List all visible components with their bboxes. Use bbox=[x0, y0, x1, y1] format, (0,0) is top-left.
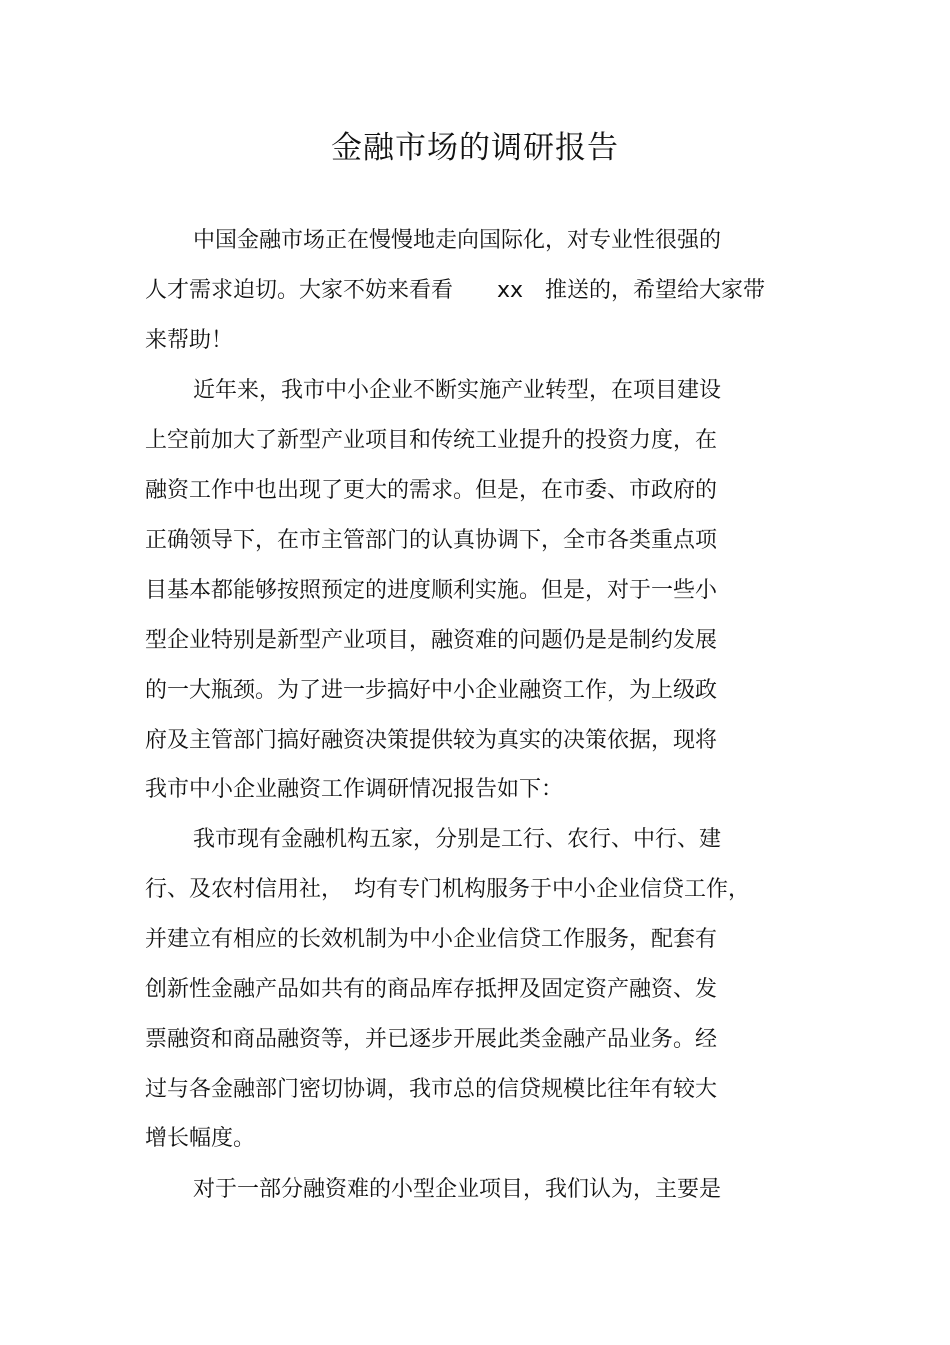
paragraph-line: 过与各金融部门密切协调，我市总的信贷规模比往年有较大 bbox=[145, 1077, 718, 1102]
paragraph-line: 创新性金融产品如共有的商品库存抵押及固定资产融资、发 bbox=[145, 977, 718, 1002]
paragraph-line: 行、及农村信用社， 均有专门机构服务于中小企业信贷工作， bbox=[145, 877, 751, 902]
paragraph-line: 我市中小企业融资工作调研情况报告如下： bbox=[145, 777, 564, 802]
paragraph-line: 上空前加大了新型产业项目和传统工业提升的投资力度，在 bbox=[145, 428, 718, 453]
paragraph-line: 票融资和商品融资等，并已逐步开展此类金融产品业务。经 bbox=[145, 1027, 718, 1052]
paragraph-line: 的一大瓶颈。为了进一步搞好中小企业融资工作，为上级政 bbox=[145, 678, 718, 703]
paragraph-line: 目基本都能够按照预定的进度顺利实施。但是，对于一些小 bbox=[145, 578, 718, 603]
paragraph-line: 正确领导下，在市主管部门的认真协调下，全市各类重点项 bbox=[145, 528, 718, 553]
paragraph-line: 人才需求迫切。大家不妨来看看 xx 推送的，希望给大家带 bbox=[145, 278, 766, 303]
paragraph-line: 中国金融市场正在慢慢地走向国际化，对专业性很强的 bbox=[193, 228, 722, 253]
paragraph-line: 我市现有金融机构五家，分别是工行、农行、中行、建 bbox=[193, 827, 722, 852]
paragraph-line: 融资工作中也出现了更大的需求。但是，在市委、市政府的 bbox=[145, 478, 718, 503]
paragraph-line: 并建立有相应的长效机制为中小企业信贷工作服务，配套有 bbox=[145, 927, 718, 952]
paragraph-line: 增长幅度。 bbox=[145, 1126, 256, 1151]
paragraph-line: 型企业特别是新型产业项目，融资难的问题仍是是制约发展 bbox=[145, 628, 718, 653]
paragraph-line: 府及主管部门搞好融资决策提供较为真实的决策依据，现将 bbox=[145, 728, 718, 753]
paragraph-line: 近年来，我市中小企业不断实施产业转型，在项目建设 bbox=[193, 378, 722, 403]
paragraph-line: 对于一部分融资难的小型企业项目，我们认为，主要是 bbox=[193, 1177, 722, 1202]
document-title: 金融市场的调研报告 bbox=[331, 130, 619, 166]
paragraph-line: 来帮助！ bbox=[145, 328, 234, 353]
